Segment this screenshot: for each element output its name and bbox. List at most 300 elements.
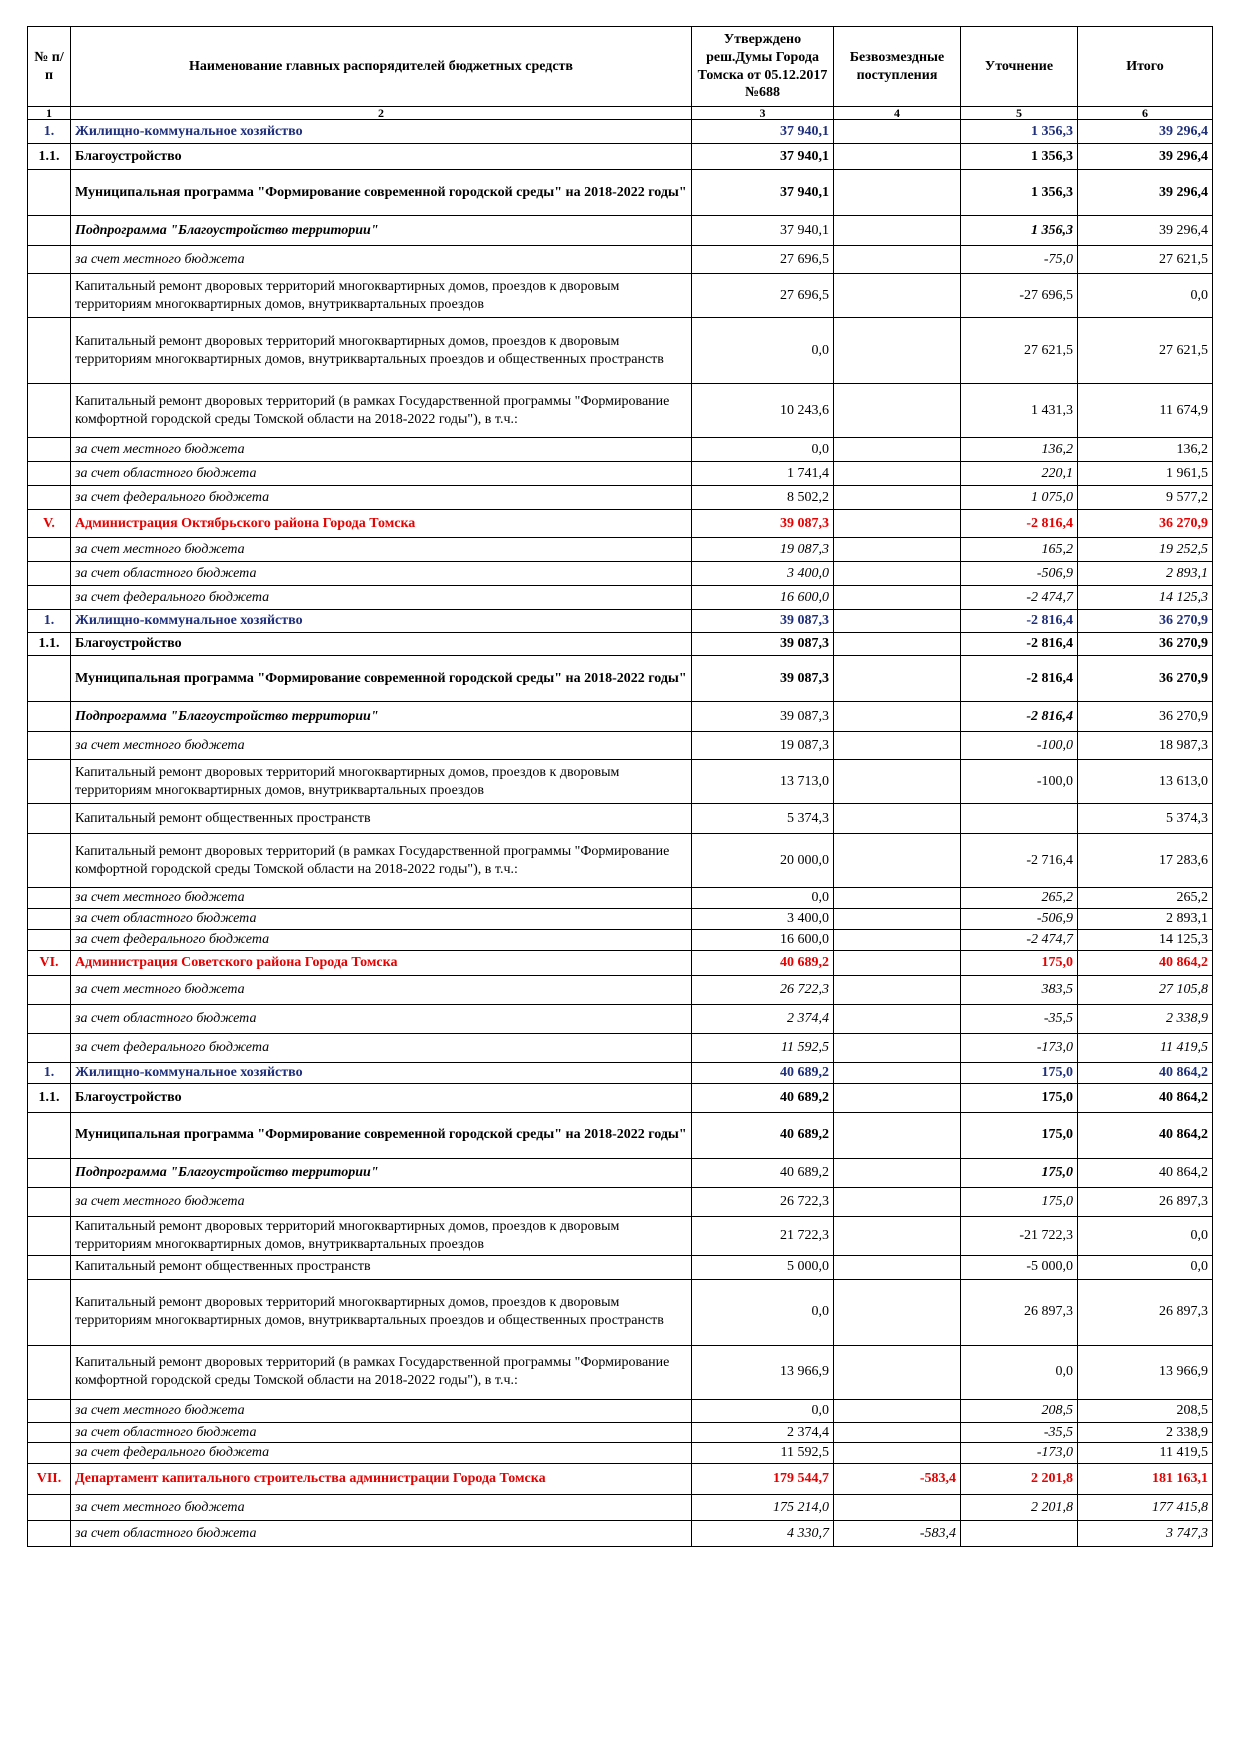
row-name: Капитальный ремонт дворовых территорий многоквартирных домов, проездов к дворовым территориям многоквартирных домов, внутриквартальных проездов: [71, 274, 692, 318]
cell-grants: [834, 318, 961, 384]
row-name: за счет областного бюджета: [71, 1004, 692, 1033]
table-row: [28, 510, 1213, 538]
cell-approved: 19 087,3: [692, 538, 834, 562]
row-number: [28, 702, 71, 732]
row-number: [28, 1279, 71, 1345]
column-number-row: [28, 107, 1213, 120]
table-row: [28, 1033, 1213, 1062]
row-number: [28, 274, 71, 318]
table-row: [28, 1112, 1213, 1158]
cell-refine: 0,0: [961, 1345, 1078, 1399]
cell-refine: 1 356,3: [961, 216, 1078, 246]
row-name: Жилищно-коммунальное хозяйство: [71, 1062, 692, 1083]
table-row: [28, 1158, 1213, 1187]
row-number: [28, 586, 71, 610]
cell-approved: 16 600,0: [692, 929, 834, 950]
table-row: [28, 438, 1213, 462]
cell-grants: [834, 246, 961, 274]
table-row: [28, 908, 1213, 929]
row-name: Департамент капитального строительства администрации Города Томска: [71, 1464, 692, 1495]
cell-refine: -2 716,4: [961, 834, 1078, 888]
cell-grants: [834, 975, 961, 1004]
table-body: [28, 120, 1213, 1547]
row-number: VI.: [28, 950, 71, 975]
row-name: Муниципальная программа "Формирование современной городской среды" на 2018-2022 годы": [71, 656, 692, 702]
table-row: [28, 1345, 1213, 1399]
row-number: [28, 1158, 71, 1187]
cell-refine: 1 075,0: [961, 486, 1078, 510]
cell-refine: 2 201,8: [961, 1495, 1078, 1521]
budget-table: [27, 26, 1213, 1547]
cell-total: 2 338,9: [1078, 1422, 1213, 1443]
cell-refine: -2 816,4: [961, 656, 1078, 702]
table-row: [28, 1004, 1213, 1033]
row-name: за счет федерального бюджета: [71, 586, 692, 610]
column-number: 2: [71, 107, 692, 120]
row-number: 1.: [28, 1062, 71, 1083]
row-number: [28, 804, 71, 834]
table-row: [28, 732, 1213, 760]
cell-total: 2 338,9: [1078, 1004, 1213, 1033]
table-row: [28, 1422, 1213, 1443]
cell-refine: -100,0: [961, 760, 1078, 804]
row-number: V.: [28, 510, 71, 538]
row-number: [28, 438, 71, 462]
row-name: Капитальный ремонт дворовых территорий многоквартирных домов, проездов к дворовым территориям многоквартирных домов, внутриквартальных проездов и общественных пространств: [71, 1279, 692, 1345]
cell-refine: -2 816,4: [961, 510, 1078, 538]
cell-refine: [961, 804, 1078, 834]
row-name: за счет федерального бюджета: [71, 929, 692, 950]
table-row: [28, 318, 1213, 384]
cell-refine: 165,2: [961, 538, 1078, 562]
cell-refine: 27 621,5: [961, 318, 1078, 384]
row-number: [28, 216, 71, 246]
table-row: [28, 274, 1213, 318]
row-number: VII.: [28, 1464, 71, 1495]
cell-grants: [834, 120, 961, 144]
row-number: [28, 384, 71, 438]
row-name: Муниципальная программа "Формирование современной городской среды" на 2018-2022 годы": [71, 1112, 692, 1158]
row-number: [28, 908, 71, 929]
table-row: [28, 1216, 1213, 1255]
cell-refine: -21 722,3: [961, 1216, 1078, 1255]
row-number: [28, 1004, 71, 1033]
cell-refine: -5 000,0: [961, 1255, 1078, 1279]
cell-grants: [834, 908, 961, 929]
cell-grants: [834, 274, 961, 318]
table-row: [28, 1399, 1213, 1422]
cell-approved: 10 243,6: [692, 384, 834, 438]
table-row: [28, 1521, 1213, 1547]
cell-approved: 2 374,4: [692, 1004, 834, 1033]
table-row: [28, 538, 1213, 562]
cell-grants: [834, 1345, 961, 1399]
cell-grants: [834, 610, 961, 633]
cell-refine: -173,0: [961, 1033, 1078, 1062]
cell-approved: 27 696,5: [692, 246, 834, 274]
cell-grants: [834, 1158, 961, 1187]
cell-grants: [834, 950, 961, 975]
cell-grants: [834, 656, 961, 702]
row-number: [28, 1187, 71, 1216]
cell-approved: 4 330,7: [692, 1521, 834, 1547]
row-name: Капитальный ремонт дворовых территорий многоквартирных домов, проездов к дворовым территориям многоквартирных домов, внутриквартальных проездов: [71, 760, 692, 804]
cell-refine: 208,5: [961, 1399, 1078, 1422]
row-number: 1.: [28, 610, 71, 633]
header-num: № п/п: [28, 27, 71, 107]
row-name: за счет местного бюджета: [71, 1399, 692, 1422]
cell-refine: 175,0: [961, 950, 1078, 975]
cell-refine: 175,0: [961, 1112, 1078, 1158]
cell-grants: [834, 144, 961, 170]
cell-grants: [834, 888, 961, 909]
row-number: [28, 562, 71, 586]
cell-approved: 37 940,1: [692, 216, 834, 246]
cell-approved: 21 722,3: [692, 1216, 834, 1255]
row-name: за счет местного бюджета: [71, 438, 692, 462]
cell-total: 265,2: [1078, 888, 1213, 909]
cell-refine: -75,0: [961, 246, 1078, 274]
row-name: Жилищно-коммунальное хозяйство: [71, 120, 692, 144]
table-row: [28, 1279, 1213, 1345]
row-number: [28, 1521, 71, 1547]
cell-refine: [961, 1521, 1078, 1547]
row-name: Благоустройство: [71, 144, 692, 170]
row-number: 1.1.: [28, 633, 71, 656]
cell-approved: 1 741,4: [692, 462, 834, 486]
cell-total: 39 296,4: [1078, 144, 1213, 170]
row-name: за счет местного бюджета: [71, 888, 692, 909]
cell-grants: [834, 1422, 961, 1443]
cell-approved: 0,0: [692, 888, 834, 909]
cell-total: 14 125,3: [1078, 929, 1213, 950]
cell-total: 26 897,3: [1078, 1279, 1213, 1345]
cell-grants: [834, 462, 961, 486]
row-number: [28, 246, 71, 274]
cell-total: 40 864,2: [1078, 1083, 1213, 1112]
cell-total: 27 621,5: [1078, 246, 1213, 274]
row-name: Капитальный ремонт дворовых территорий многоквартирных домов, проездов к дворовым территориям многоквартирных домов, внутриквартальных проездов: [71, 1216, 692, 1255]
table-row: [28, 170, 1213, 216]
table-row: [28, 562, 1213, 586]
cell-grants: [834, 1187, 961, 1216]
row-name: Капитальный ремонт дворовых территорий (в рамках Государственной программы "Формирование комфортной городской среды Томской области на 2018-2022 годы"), в т.ч.:: [71, 384, 692, 438]
cell-approved: 39 087,3: [692, 610, 834, 633]
cell-total: 3 747,3: [1078, 1521, 1213, 1547]
cell-refine: 220,1: [961, 462, 1078, 486]
row-name: за счет местного бюджета: [71, 246, 692, 274]
cell-approved: 5 000,0: [692, 1255, 834, 1279]
row-number: [28, 732, 71, 760]
table-row: [28, 1187, 1213, 1216]
cell-grants: [834, 586, 961, 610]
cell-approved: 40 689,2: [692, 1158, 834, 1187]
cell-total: 17 283,6: [1078, 834, 1213, 888]
row-number: [28, 538, 71, 562]
cell-grants: [834, 633, 961, 656]
header-total: Итого: [1078, 27, 1213, 107]
table-row: [28, 975, 1213, 1004]
cell-refine: -2 474,7: [961, 929, 1078, 950]
cell-approved: 40 689,2: [692, 950, 834, 975]
cell-approved: 0,0: [692, 438, 834, 462]
cell-approved: 3 400,0: [692, 562, 834, 586]
table-row: [28, 1062, 1213, 1083]
row-name: Капитальный ремонт дворовых территорий (в рамках Государственной программы "Формирование комфортной городской среды Томской области на 2018-2022 годы"), в т.ч.:: [71, 834, 692, 888]
table-row: [28, 486, 1213, 510]
table-row: [28, 1083, 1213, 1112]
cell-grants: [834, 804, 961, 834]
cell-total: 0,0: [1078, 1216, 1213, 1255]
table-row: [28, 216, 1213, 246]
cell-approved: 39 087,3: [692, 633, 834, 656]
row-number: [28, 1345, 71, 1399]
cell-approved: 0,0: [692, 1399, 834, 1422]
row-number: [28, 929, 71, 950]
cell-total: 11 674,9: [1078, 384, 1213, 438]
cell-grants: [834, 702, 961, 732]
row-name: Подпрограмма "Благоустройство территории": [71, 1158, 692, 1187]
cell-approved: 39 087,3: [692, 702, 834, 732]
column-number: 6: [1078, 107, 1213, 120]
cell-refine: 265,2: [961, 888, 1078, 909]
cell-grants: [834, 1399, 961, 1422]
row-number: [28, 760, 71, 804]
row-name: Муниципальная программа "Формирование современной городской среды" на 2018-2022 годы": [71, 170, 692, 216]
row-name: за счет местного бюджета: [71, 538, 692, 562]
cell-total: 39 296,4: [1078, 216, 1213, 246]
header-refine: Уточнение: [961, 27, 1078, 107]
cell-approved: 175 214,0: [692, 1495, 834, 1521]
table-row: [28, 834, 1213, 888]
row-name: за счет федерального бюджета: [71, 486, 692, 510]
cell-total: 39 296,4: [1078, 170, 1213, 216]
cell-refine: 1 356,3: [961, 120, 1078, 144]
cell-approved: 40 689,2: [692, 1112, 834, 1158]
cell-grants: [834, 538, 961, 562]
row-name: Благоустройство: [71, 1083, 692, 1112]
cell-grants: [834, 1216, 961, 1255]
cell-grants: [834, 510, 961, 538]
cell-refine: 1 356,3: [961, 144, 1078, 170]
row-name: Администрация Октябрьского района Города Томска: [71, 510, 692, 538]
cell-total: 26 897,3: [1078, 1187, 1213, 1216]
cell-approved: 27 696,5: [692, 274, 834, 318]
cell-total: 181 163,1: [1078, 1464, 1213, 1495]
row-number: [28, 318, 71, 384]
cell-grants: [834, 1083, 961, 1112]
cell-refine: 136,2: [961, 438, 1078, 462]
cell-approved: 5 374,3: [692, 804, 834, 834]
cell-approved: 8 502,2: [692, 486, 834, 510]
table-row: [28, 1443, 1213, 1464]
table-row: [28, 760, 1213, 804]
table-row: [28, 888, 1213, 909]
cell-total: 11 419,5: [1078, 1443, 1213, 1464]
cell-total: 40 864,2: [1078, 1112, 1213, 1158]
cell-grants: [834, 929, 961, 950]
cell-total: 39 296,4: [1078, 120, 1213, 144]
header-row: [28, 27, 1213, 107]
cell-approved: 26 722,3: [692, 975, 834, 1004]
cell-grants: [834, 384, 961, 438]
cell-approved: 39 087,3: [692, 656, 834, 702]
cell-total: 36 270,9: [1078, 633, 1213, 656]
cell-refine: 175,0: [961, 1187, 1078, 1216]
cell-approved: 37 940,1: [692, 120, 834, 144]
cell-refine: -27 696,5: [961, 274, 1078, 318]
row-name: за счет областного бюджета: [71, 462, 692, 486]
row-number: [28, 170, 71, 216]
cell-total: 136,2: [1078, 438, 1213, 462]
cell-grants: [834, 1112, 961, 1158]
cell-grants: [834, 486, 961, 510]
table-row: [28, 1495, 1213, 1521]
table-row: [28, 462, 1213, 486]
row-name: Жилищно-коммунальное хозяйство: [71, 610, 692, 633]
cell-total: 11 419,5: [1078, 1033, 1213, 1062]
cell-total: 40 864,2: [1078, 1062, 1213, 1083]
cell-total: 14 125,3: [1078, 586, 1213, 610]
table-row: [28, 702, 1213, 732]
cell-total: 40 864,2: [1078, 1158, 1213, 1187]
cell-grants: [834, 170, 961, 216]
cell-refine: -35,5: [961, 1004, 1078, 1033]
cell-approved: 179 544,7: [692, 1464, 834, 1495]
cell-total: 1 961,5: [1078, 462, 1213, 486]
row-number: [28, 1422, 71, 1443]
row-number: [28, 1443, 71, 1464]
cell-grants: [834, 562, 961, 586]
cell-total: 27 621,5: [1078, 318, 1213, 384]
table-row: [28, 586, 1213, 610]
row-name: за счет местного бюджета: [71, 975, 692, 1004]
cell-refine: 175,0: [961, 1158, 1078, 1187]
cell-total: 0,0: [1078, 274, 1213, 318]
cell-grants: -583,4: [834, 1521, 961, 1547]
column-number: 5: [961, 107, 1078, 120]
cell-refine: -35,5: [961, 1422, 1078, 1443]
row-name: за счет местного бюджета: [71, 732, 692, 760]
cell-refine: 26 897,3: [961, 1279, 1078, 1345]
table-row: [28, 246, 1213, 274]
cell-refine: -506,9: [961, 908, 1078, 929]
row-name: за счет федерального бюджета: [71, 1443, 692, 1464]
cell-grants: [834, 732, 961, 760]
row-name: Капитальный ремонт дворовых территорий (в рамках Государственной программы "Формирование комфортной городской среды Томской области на 2018-2022 годы"), в т.ч.:: [71, 1345, 692, 1399]
cell-grants: [834, 1033, 961, 1062]
row-name: Капитальный ремонт общественных пространств: [71, 1255, 692, 1279]
header-grants: Безвозмездные поступления: [834, 27, 961, 107]
cell-total: 18 987,3: [1078, 732, 1213, 760]
cell-total: 5 374,3: [1078, 804, 1213, 834]
row-name: Подпрограмма "Благоустройство территории": [71, 216, 692, 246]
cell-approved: 13 713,0: [692, 760, 834, 804]
table-row: [28, 929, 1213, 950]
cell-refine: -100,0: [961, 732, 1078, 760]
cell-approved: 26 722,3: [692, 1187, 834, 1216]
cell-total: 13 613,0: [1078, 760, 1213, 804]
cell-total: 13 966,9: [1078, 1345, 1213, 1399]
cell-approved: 19 087,3: [692, 732, 834, 760]
row-name: Капитальный ремонт общественных пространств: [71, 804, 692, 834]
row-name: за счет местного бюджета: [71, 1495, 692, 1521]
cell-refine: -173,0: [961, 1443, 1078, 1464]
cell-approved: 0,0: [692, 318, 834, 384]
cell-refine: -2 474,7: [961, 586, 1078, 610]
table-row: [28, 656, 1213, 702]
row-name: Капитальный ремонт дворовых территорий многоквартирных домов, проездов к дворовым территориям многоквартирных домов, внутриквартальных проездов и общественных пространств: [71, 318, 692, 384]
cell-approved: 16 600,0: [692, 586, 834, 610]
header-name: Наименование главных распорядителей бюджетных средств: [71, 27, 692, 107]
table-row: [28, 804, 1213, 834]
cell-grants: [834, 1062, 961, 1083]
cell-total: 27 105,8: [1078, 975, 1213, 1004]
row-name: Благоустройство: [71, 633, 692, 656]
row-number: [28, 1255, 71, 1279]
cell-grants: [834, 438, 961, 462]
row-name: Подпрограмма "Благоустройство территории": [71, 702, 692, 732]
table-row: [28, 120, 1213, 144]
cell-total: 177 415,8: [1078, 1495, 1213, 1521]
cell-total: 36 270,9: [1078, 610, 1213, 633]
table-row: [28, 1255, 1213, 1279]
row-name: за счет местного бюджета: [71, 1187, 692, 1216]
cell-total: 0,0: [1078, 1255, 1213, 1279]
cell-approved: 39 087,3: [692, 510, 834, 538]
row-name: за счет областного бюджета: [71, 1422, 692, 1443]
row-number: [28, 888, 71, 909]
cell-grants: [834, 1443, 961, 1464]
row-name: за счет областного бюджета: [71, 562, 692, 586]
cell-total: 9 577,2: [1078, 486, 1213, 510]
table-row: [28, 950, 1213, 975]
cell-grants: [834, 834, 961, 888]
row-number: [28, 462, 71, 486]
cell-grants: [834, 760, 961, 804]
cell-refine: -2 816,4: [961, 633, 1078, 656]
cell-total: 36 270,9: [1078, 702, 1213, 732]
cell-refine: 383,5: [961, 975, 1078, 1004]
row-number: [28, 1033, 71, 1062]
row-number: 1.: [28, 120, 71, 144]
column-number: 3: [692, 107, 834, 120]
row-number: 1.1.: [28, 144, 71, 170]
cell-refine: 175,0: [961, 1062, 1078, 1083]
row-number: 1.1.: [28, 1083, 71, 1112]
cell-approved: 11 592,5: [692, 1033, 834, 1062]
cell-total: 208,5: [1078, 1399, 1213, 1422]
header-approved: Утверждено реш.Думы Города Томска от 05.12.2017 №688: [692, 27, 834, 107]
row-number: [28, 1399, 71, 1422]
table-row: [28, 633, 1213, 656]
table-row: [28, 384, 1213, 438]
cell-approved: 13 966,9: [692, 1345, 834, 1399]
cell-approved: 2 374,4: [692, 1422, 834, 1443]
cell-approved: 37 940,1: [692, 144, 834, 170]
cell-total: 2 893,1: [1078, 908, 1213, 929]
cell-total: 36 270,9: [1078, 510, 1213, 538]
row-name: Администрация Советского района Города Томска: [71, 950, 692, 975]
cell-total: 40 864,2: [1078, 950, 1213, 975]
cell-approved: 0,0: [692, 1279, 834, 1345]
row-name: за счет областного бюджета: [71, 908, 692, 929]
cell-grants: [834, 1495, 961, 1521]
row-number: [28, 486, 71, 510]
cell-refine: -506,9: [961, 562, 1078, 586]
cell-refine: 1 431,3: [961, 384, 1078, 438]
row-number: [28, 656, 71, 702]
